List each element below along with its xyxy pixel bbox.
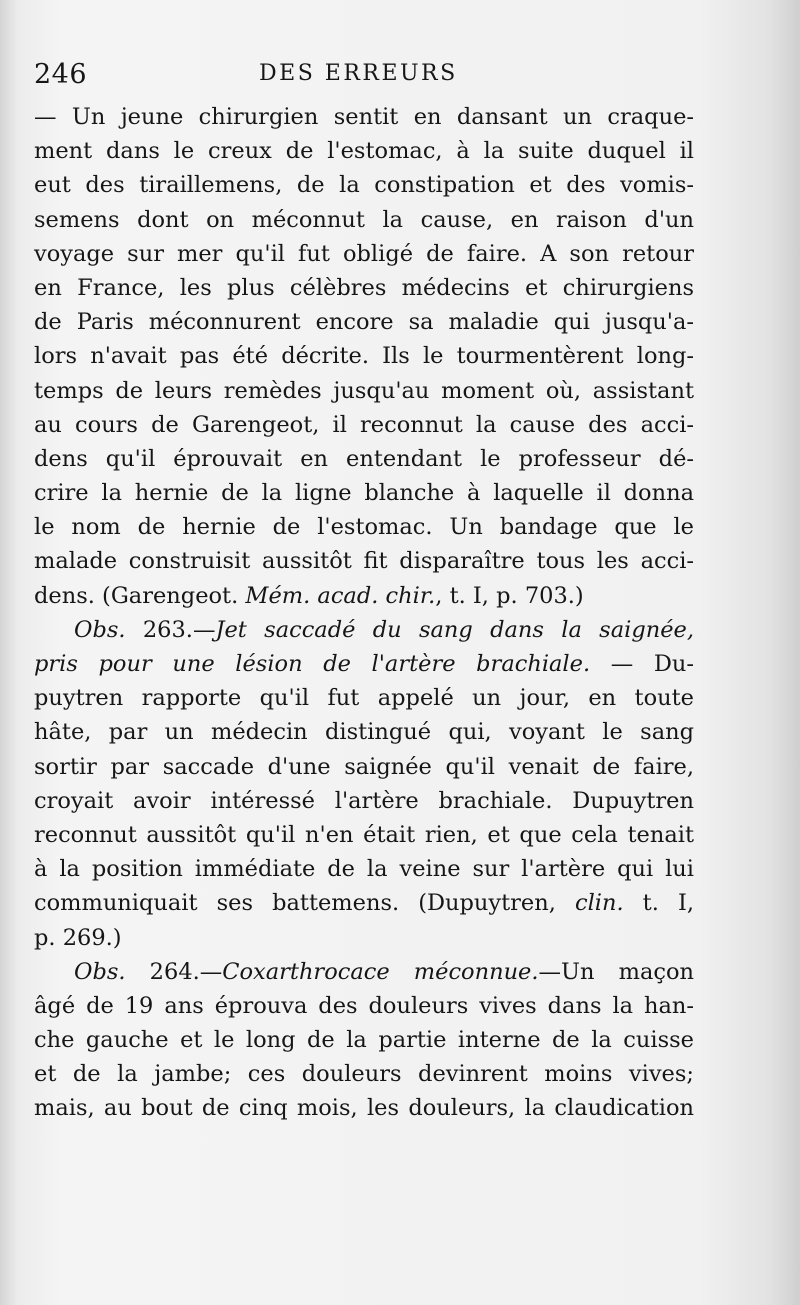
- text-line: [34, 818, 694, 852]
- text-run: à la position immédiate de la veine sur l'artère qui lui: [34, 856, 694, 883]
- text-line: [34, 784, 694, 818]
- text-line: [34, 544, 694, 578]
- text-line: [34, 305, 694, 339]
- text-run: de Paris méconnurent encore sa maladie qui jusqu'a-: [34, 309, 694, 336]
- text-run: — Du-: [590, 651, 694, 677]
- text-run: voyage sur mer qu'il fut obligé de faire. A son retour: [34, 240, 694, 267]
- text-run: semens dont on méconnut la cause, en raison d'un: [34, 206, 694, 233]
- text-line: [34, 339, 694, 373]
- text-line: [34, 613, 694, 647]
- text-run: reconnut aussitôt qu'il n'en était rien, et que cela tenait: [34, 821, 694, 848]
- text-line: [34, 681, 694, 715]
- text-run: 263.—: [125, 616, 216, 643]
- text-run: au cours de Garengeot, il reconnut la cause des acci-: [34, 411, 694, 438]
- text-run: eut des tiraillemens, de la constipation et des vomis-: [34, 172, 694, 199]
- page-number: 246: [34, 59, 88, 90]
- text-run: dens. (Garengeot.: [34, 582, 246, 609]
- text-run: p. 269.): [34, 924, 122, 951]
- text-line: [34, 1057, 694, 1091]
- text-run: lors n'avait pas été décrite. Ils le tourmentèrent long-: [34, 343, 694, 370]
- text-run: temps de leurs remèdes jusqu'au moment où, assistant: [34, 377, 694, 404]
- text-run: , t. I, p. 703.): [435, 582, 584, 609]
- text-line: [34, 1023, 694, 1057]
- text-run: ment dans le creux de l'estomac, à la suite duquel il: [34, 138, 694, 165]
- running-head: [34, 55, 694, 95]
- text-run: dens qu'il éprouvait en entendant le professeur dé-: [34, 445, 694, 472]
- text-line: [34, 955, 694, 989]
- text-run: —Un maçon: [538, 958, 694, 985]
- text-run: t. I,: [623, 890, 694, 917]
- italic-text: Obs.: [74, 958, 126, 985]
- text-run: sortir par saccade d'une saignée qu'il venait de faire,: [34, 753, 694, 780]
- text-run: malade construisit aussitôt fit disparaître tous les acci-: [34, 548, 694, 575]
- text-run: le nom de hernie de l'estomac. Un bandage que le: [34, 514, 694, 541]
- text-line: [34, 476, 694, 510]
- text-line: [34, 271, 694, 305]
- text-line: [34, 647, 694, 681]
- text-run: 264.—: [125, 958, 223, 985]
- text-line: [34, 1091, 694, 1125]
- text-line: [34, 374, 694, 408]
- text-line: [34, 852, 694, 886]
- text-line: [34, 100, 694, 134]
- text-run: hâte, par un médecin distingué qui, voyant le sang: [34, 719, 694, 746]
- text-line: [34, 750, 694, 784]
- body-text: [34, 100, 694, 1126]
- text-line: [34, 715, 694, 749]
- text-line: [34, 579, 694, 613]
- text-run: communiquait ses battemens. (Dupuytren,: [34, 890, 575, 917]
- text-line: [34, 510, 694, 544]
- text-line: [34, 134, 694, 168]
- text-run: puytren rapporte qu'il fut appelé un jour, en toute: [34, 685, 694, 712]
- text-line: [34, 989, 694, 1023]
- text-line: [34, 237, 694, 271]
- text-run: crire la hernie de la ligne blanche à laquelle il donna: [34, 480, 694, 507]
- text-run: — Un jeune chirurgien sentit en dansant un craque-: [34, 104, 694, 130]
- text-line: [34, 408, 694, 442]
- running-title: DES ERREURS: [259, 61, 458, 86]
- text-line: [34, 168, 694, 202]
- text-line: [34, 886, 694, 920]
- text-run: croyait avoir intéressé l'artère brachiale. Dupuytren: [34, 787, 694, 814]
- italic-text: clin.: [574, 890, 624, 917]
- text-run: âgé de 19 ans éprouva des douleurs vives dans la han-: [34, 992, 694, 1019]
- text-run: et de la jambe; ces douleurs devinrent moins vives;: [34, 1061, 694, 1088]
- text-run: en France, les plus célèbres médecins et chirurgiens: [34, 274, 694, 301]
- italic-text: Coxarthrocace méconnue.: [222, 958, 539, 985]
- italic-text: Jet saccadé du sang dans la saignée,: [215, 616, 695, 643]
- text-run: mais, au bout de cinq mois, les douleurs, la claudication: [34, 1095, 694, 1122]
- italic-text: Obs.: [74, 616, 126, 643]
- text-line: [34, 203, 694, 237]
- text-line: [34, 442, 694, 476]
- italic-text: Mém. acad. chir.: [245, 582, 436, 609]
- text-run: che gauche et le long de la partie interne de la cuisse: [34, 1027, 694, 1054]
- text-line: [34, 921, 694, 955]
- italic-text: pris pour une lésion de l'artère brachiale.: [34, 651, 591, 677]
